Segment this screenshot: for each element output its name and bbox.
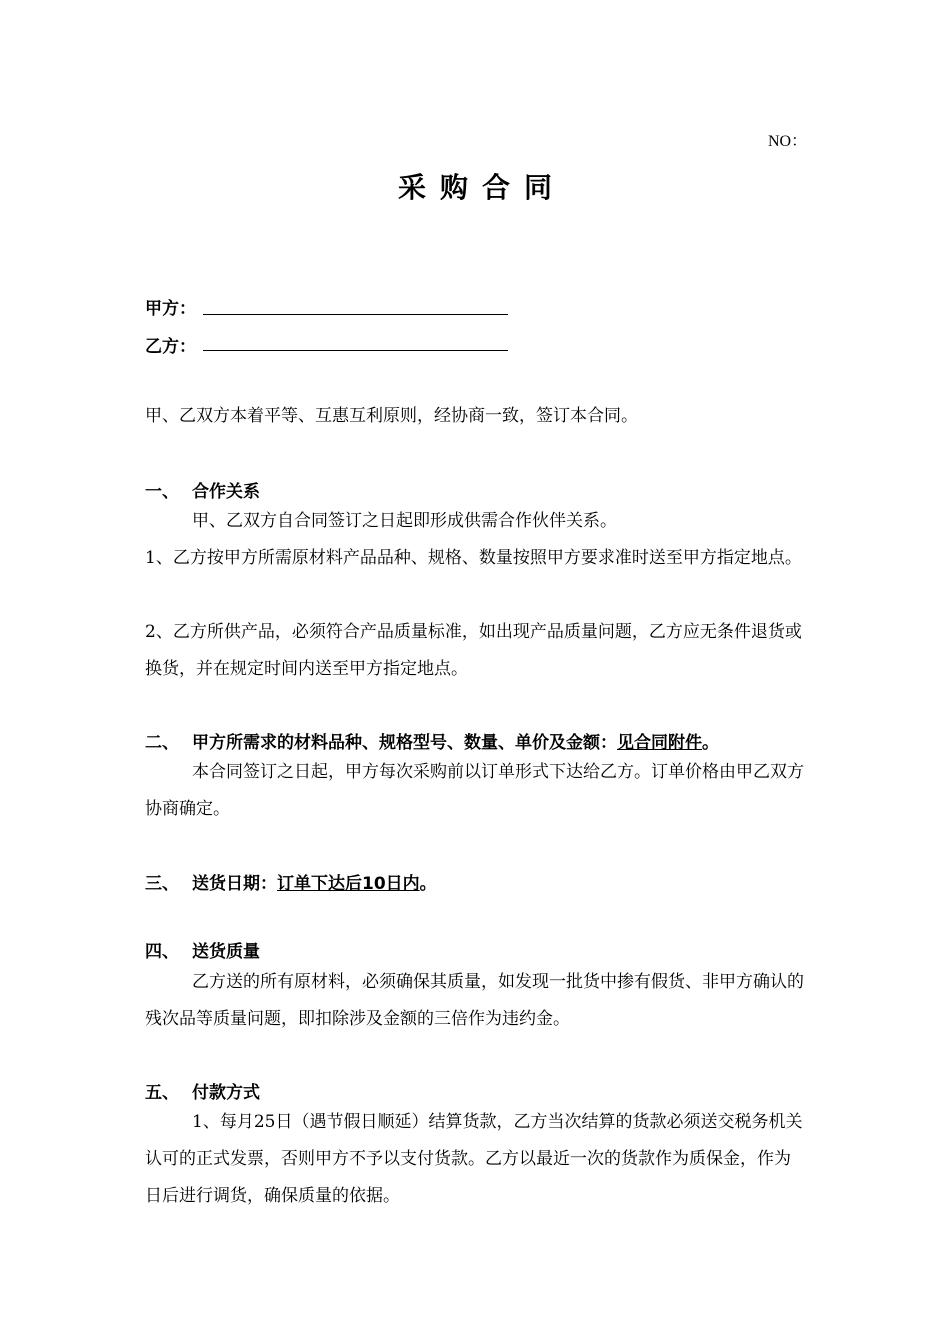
section-2-paragraph-1: 本合同签订之日起，甲方每次采购前以订单形式下达给乙方。订单价格由甲乙双方协商确定。 bbox=[145, 762, 804, 819]
section-4-paragraph-1: 乙方送的所有原材料，必须确保其质量，如发现一批货中掺有假货、非甲方确认的残次品等质量问题，即扣除涉及金额的三倍作为违约金。 bbox=[145, 972, 804, 1029]
section-heading-3 bbox=[145, 869, 437, 894]
section-number: 五、 bbox=[145, 1083, 179, 1103]
section-title: 甲方所需求的材料品种、规格型号、数量、单价及金额： bbox=[192, 733, 617, 753]
section-heading-1 bbox=[145, 477, 260, 502]
party-a-blank bbox=[203, 314, 508, 315]
section-title: 付款方式 bbox=[192, 1083, 260, 1103]
section-heading-5 bbox=[145, 1078, 260, 1103]
section-1-paragraph-3: 2、乙方所供产品，必须符合产品质量标准，如出现产品质量问题，乙方应无条件退货或换货，并在规定时间内送至甲方指定地点。 bbox=[145, 622, 802, 679]
section-title: 送货质量 bbox=[192, 942, 260, 962]
section-number: 三、 bbox=[145, 874, 179, 894]
heading-suffix: 。 bbox=[702, 733, 719, 753]
section-1-paragraph-1: 甲、乙双方自合同签订之日起即形成供需合作伙伴关系。 bbox=[192, 511, 617, 531]
intro-paragraph: 甲、乙双方本着平等、互惠互利原则，经协商一致，签订本合同。 bbox=[145, 406, 638, 426]
page-title: 采购合同 bbox=[397, 171, 566, 204]
section-heading-4 bbox=[145, 937, 260, 962]
contract-number-label: NO： bbox=[768, 133, 808, 150]
heading-suffix: 。 bbox=[419, 874, 437, 894]
section-title: 送货日期： bbox=[192, 874, 277, 894]
section-title: 合作关系 bbox=[192, 482, 260, 502]
section-heading-2 bbox=[145, 728, 719, 753]
section-number: 四、 bbox=[145, 942, 179, 962]
attachment-reference: 见合同附件 bbox=[617, 733, 702, 753]
party-b-label: 乙方： bbox=[145, 337, 196, 357]
section-number: 一、 bbox=[145, 482, 179, 502]
section-number: 二、 bbox=[145, 733, 179, 753]
section-5-paragraph-1: 1、每月25日（遇节假日顺延）结算货款，乙方当次结算的货款必须送交税务机关认可的正式发票，否则甲方不予以支付货款。乙方以最近一次的货款作为质保金，作为日后进行调货，确保质量的依据。 bbox=[145, 1112, 803, 1206]
delivery-deadline: 订单下达后10日内 bbox=[277, 874, 420, 894]
party-a-label: 甲方： bbox=[145, 299, 196, 319]
section-1-paragraph-2: 1、乙方按甲方所需原材料产品品种、规格、数量按照甲方要求准时送至甲方指定地点。 bbox=[145, 548, 802, 568]
party-b-blank bbox=[203, 350, 508, 351]
